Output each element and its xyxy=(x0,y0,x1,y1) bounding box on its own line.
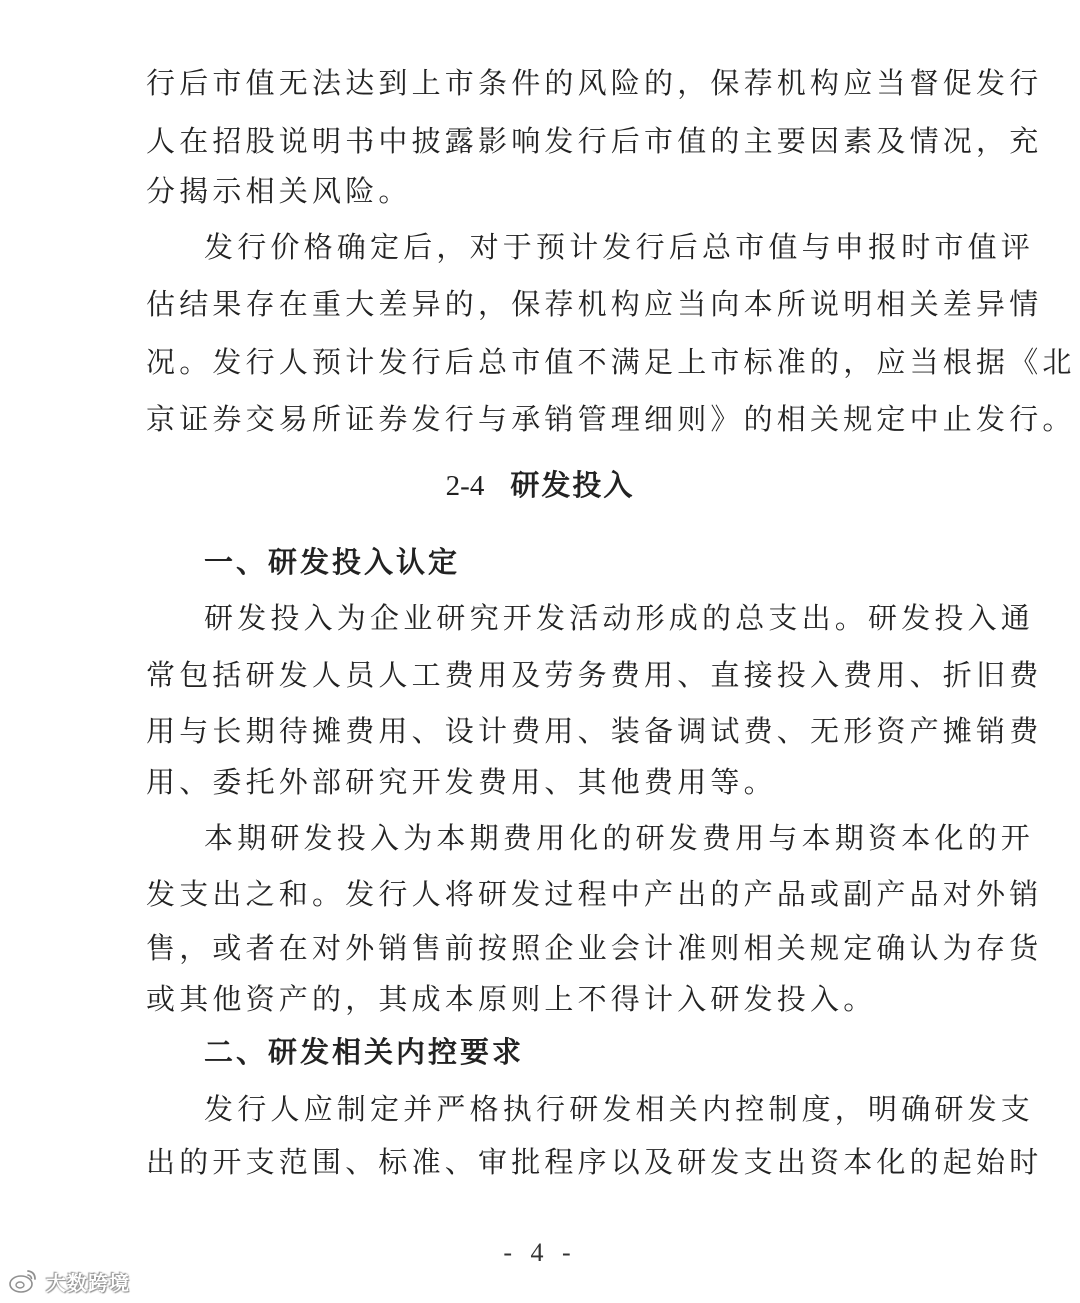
paragraph-line: 人在招股说明书中披露影响发行后市值的主要因素及情况，充 xyxy=(146,124,1043,158)
paragraph-line: 估结果存在重大差异的，保荐机构应当向本所说明相关差异情 xyxy=(146,287,1043,321)
section-title xyxy=(0,465,1080,506)
paragraph-line: 常包括研发人员人工费用及劳务费用、直接投入费用、折旧费 xyxy=(146,658,1043,692)
section-title-text: 研发投入 xyxy=(510,468,635,502)
paragraph-line: 发行人应制定并严格执行研发相关内控制度，明确研发支 xyxy=(204,1092,1035,1126)
paragraph-line: 发支出之和。发行人将研发过程中产出的产品或副产品对外销 xyxy=(146,877,1043,911)
paragraph-line: 用、委托外部研究开发费用、其他费用等。 xyxy=(146,765,777,799)
paragraph-line: 京证券交易所证券发行与承销管理细则》的相关规定中止发行。 xyxy=(146,402,1076,436)
paragraph-line: 本期研发投入为本期费用化的研发费用与本期资本化的开 xyxy=(204,821,1035,855)
weibo-logo-icon xyxy=(8,1266,38,1296)
section-number: 2-4 xyxy=(445,470,485,502)
paragraph-line: 行后市值无法达到上市条件的风险的，保荐机构应当督促发行 xyxy=(146,66,1043,100)
paragraph-line: 研发投入为企业研究开发活动形成的总支出。研发投入通 xyxy=(204,601,1035,635)
paragraph-line: 用与长期待摊费用、设计费用、装备调试费、无形资产摊销费 xyxy=(146,714,1043,748)
paragraph-line: 或其他资产的，其成本原则上不得计入研发投入。 xyxy=(146,982,877,1016)
watermark xyxy=(8,1265,130,1297)
subsection-heading: 一、研发投入认定 xyxy=(204,545,461,579)
paragraph-line: 况。发行人预计发行后总市值不满足上市标准的，应当根据《北 xyxy=(146,345,1076,379)
watermark-text: 大数跨境 xyxy=(46,1270,130,1295)
paragraph-line: 分揭示相关风险。 xyxy=(146,174,412,208)
paragraph-line: 发行价格确定后，对于预计发行后总市值与申报时市值评 xyxy=(204,230,1035,264)
paragraph-line: 售，或者在对外销售前按照企业会计准则相关规定确认为存货 xyxy=(146,931,1043,965)
page-number: - 4 - xyxy=(503,1238,577,1267)
paragraph-line: 出的开支范围、标准、审批程序以及研发支出资本化的起始时 xyxy=(146,1145,1043,1179)
subsection-heading: 二、研发相关内控要求 xyxy=(204,1035,525,1069)
